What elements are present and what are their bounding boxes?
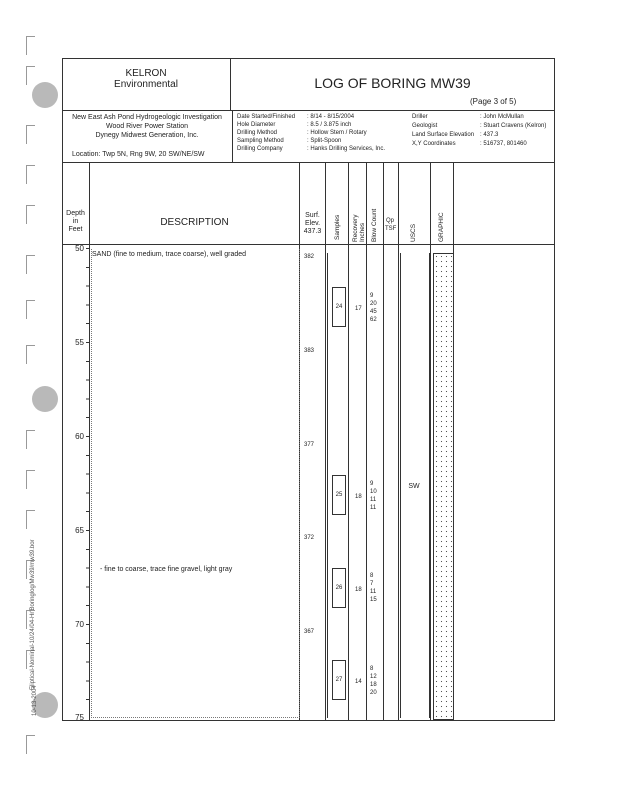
binder-tick [26,510,35,529]
sample-box: 24 [332,287,346,327]
binder-tick [26,125,35,144]
recovery-value: 18 [355,494,362,500]
col-blow-header: Blow Count [371,208,378,242]
binder-tick [26,470,35,489]
elevation-label: 377 [304,442,315,448]
depth-axis [86,248,90,718]
margin-note: Eliptical-Nominal-10/24/04-Hr'Boringlog/Mw39/mw39.bor [30,539,36,690]
sample-box: 25 [332,475,346,515]
col-graphic-header: GRAPHIC [438,212,445,242]
field-label: Land Surface Elevation [412,132,475,138]
binder-tick [26,430,35,449]
binder-tick [26,255,35,274]
col-samples-header: Samples [334,214,341,240]
depth-label: 70 [75,620,84,629]
frame-right [554,58,555,721]
field-label: Driller [412,114,428,120]
project-line-1: New East Ash Pond Hydrogeologic Investigation [72,114,222,121]
field-label: Geologist [412,123,438,129]
binder-tick [26,66,35,85]
company-name: KELRON [125,68,167,79]
binder-tick [26,205,35,224]
field-value: : 516737, 801460 [480,141,527,147]
blow-count: 8 7 11 15 [370,573,377,603]
blow-count: 9 10 11 11 [370,481,377,511]
field-label: Hole Diameter [237,122,276,128]
field-value: : 8.5 / 3.875 inch [307,122,352,128]
col-blow-right [383,162,384,720]
binder-hole [32,386,58,412]
elevation-label: 383 [304,348,315,354]
field-label: Sampling Method [237,138,284,144]
field-value: : Hollow Stem / Rotary [307,130,367,136]
field-label: Drilling Method [237,130,278,136]
page-title: LOG OF BORING MW39 [314,75,471,91]
col-rec-right [366,162,367,720]
binder-tick [26,735,35,754]
binder-hole [32,82,58,108]
sample-box: 27 [332,660,346,700]
recovery-value: 18 [355,587,362,593]
field-value: : Hanks Drilling Services, Inc. [307,146,386,152]
description-box [91,249,300,718]
field-label: Drilling Company [237,146,283,152]
col-uscs-right [430,162,431,720]
elevation-label: 367 [304,629,315,635]
project-line-3: Dynegy Midwest Generation, Inc. [95,132,199,139]
blow-count: 9 20 45 62 [370,293,377,323]
recovery-value: 14 [355,679,362,685]
page-number: (Page 3 of 5) [470,97,517,106]
binder-tick [26,345,35,364]
col-surf-header-1: Surf. [305,212,320,219]
header-bottom [62,110,555,111]
binder-tick [26,36,35,55]
elevation-label: 382 [304,254,315,260]
graphic-pattern [433,253,454,720]
depth-label: 65 [75,526,84,535]
elevation-label: 372 [304,535,315,541]
field-value: : 437.3 [480,132,499,138]
col-depth-header-1: Depth [66,210,85,217]
description-1: SAND (fine to medium, trace coarse), well graded [92,251,247,258]
col-recovery-header: Recovery Inches [352,214,366,242]
field-value: : Stuart Cravens (Kelron) [480,123,547,129]
depth-label: 60 [75,432,84,441]
col-qp-right [398,162,399,720]
recovery-value: 17 [355,306,362,312]
frame-bottom [62,720,555,721]
project-line-2: Wood River Power Station [106,123,188,130]
depth-label: 55 [75,338,84,347]
uscs-value: SW [408,483,420,490]
col-description-header: DESCRIPTION [160,217,229,228]
col-uscs-header: USCS [410,223,417,242]
project-divider [232,110,233,162]
sample-box: 26 [332,568,346,608]
depth-label: 50 [75,244,84,253]
project-bottom [62,162,555,163]
col-surf-header-3: 437.3 [303,228,322,235]
field-label: X,Y Coordinates [412,141,456,147]
colhead-bottom [62,244,555,245]
field-value: : John McMullan [480,114,524,120]
col-depth-header-3: Feet [68,226,83,233]
binder-tick [26,300,35,319]
project-location: Location: Twp 5N, Rng 9W, 20 SW/NE/SW [72,151,205,158]
blow-count: 8 12 18 20 [370,666,377,696]
col-elev-right [325,162,326,720]
frame-top [62,58,555,59]
margin-date: 10-13-2004 [32,685,38,716]
field-value: : Split-Spoon [307,138,342,144]
frame-left [62,58,63,721]
field-label: Date Started/Finished [237,114,296,120]
col-qp-header: Qp [386,218,395,224]
field-value: : 8/14 - 8/15/2004 [307,114,355,120]
col-surf-header-2: Elev. [304,220,321,227]
col-depth-header-2: in [72,218,79,225]
company-sub: Environmental [114,79,178,90]
depth-label: 75 [75,713,84,722]
binder-tick [26,165,35,184]
description-2: - fine to coarse, trace fine gravel, light gray [100,566,233,573]
col-tsf-header: TSF [385,226,397,232]
